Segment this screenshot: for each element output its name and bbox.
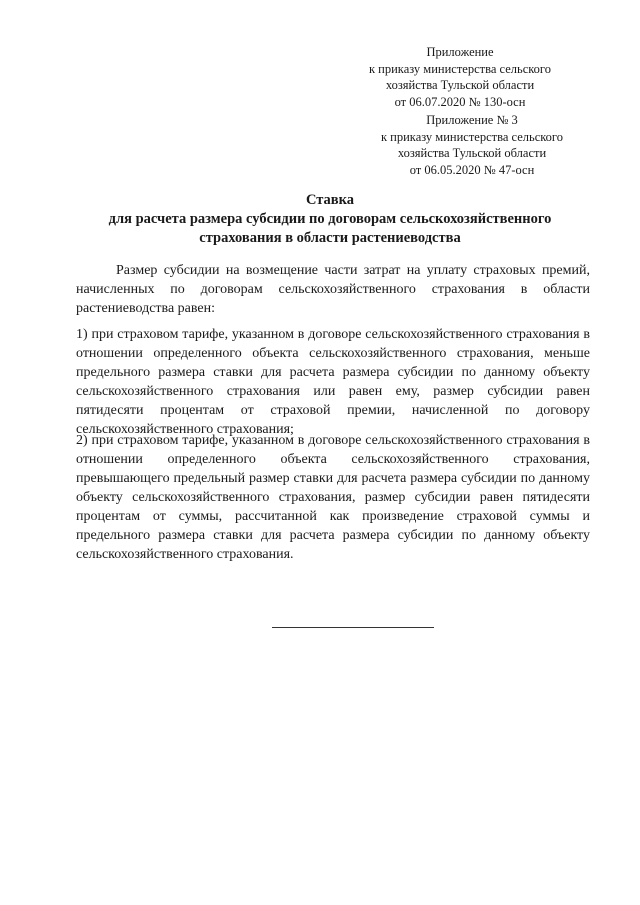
- list-item-2: 2) при страховом тарифе, указанном в договоре сельскохозяйственного страхования в отношении определенного объекта сельскохозяйственного страхования, превышающего предельный размер ставки для расчета размера субсидии по данному объекту сельскохозяйственного страхования, размер субсидии равен пятидесяти процентам от суммы, рассчитанной как произведение страховой суммы и предельного размера ставки для расчета размера субсидии по данному объекту сельскохозяйственного страхования.: [76, 433, 590, 562]
- original-appendix-header-line: к приказу министерства сельского: [380, 129, 563, 144]
- original-appendix-header-line: от 06.05.2020 № 47-осн: [409, 162, 535, 177]
- appendix-header-line: хозяйства Тульской области: [385, 78, 535, 92]
- appendix-header-line: Приложение: [426, 45, 494, 59]
- original-appendix-header-line: хозяйства Тульской области: [397, 146, 547, 160]
- appendix-header-line: к приказу министерства сельского: [368, 61, 551, 76]
- intro-paragraph: Размер субсидии на возмещение части затрат на уплату страховых премий, начисленных по договорам сельскохозяйственного страхования в области растениеводства равен:: [76, 263, 590, 316]
- original-appendix-header: [356, 112, 588, 178]
- appendix-header-line: от 06.07.2020 № 130-осн: [394, 94, 526, 109]
- closing-divider: [272, 627, 434, 628]
- list-item-1: 1) при страховом тарифе, указанном в договоре сельскохозяйственного страхования в отношении определенного объекта сельскохозяйственного страхования, меньше предельного размера ставки для расчета размера субсидии по данному объекту сельскохозяйственного страхования или равен ему, размер субсидии равен пятидесяти процентам от страховой премии, начисленной по договору сельскохозяйственного страхования;: [76, 327, 590, 437]
- title-line: Ставка: [305, 192, 355, 208]
- title-line: для расчета размера субсидии по договорам сельскохозяйственного: [108, 211, 552, 227]
- original-appendix-header-line: Приложение № 3: [426, 113, 518, 127]
- title-line: страхования в области растениеводства: [199, 230, 461, 246]
- document-title: [60, 191, 600, 248]
- appendix-header: [340, 44, 580, 110]
